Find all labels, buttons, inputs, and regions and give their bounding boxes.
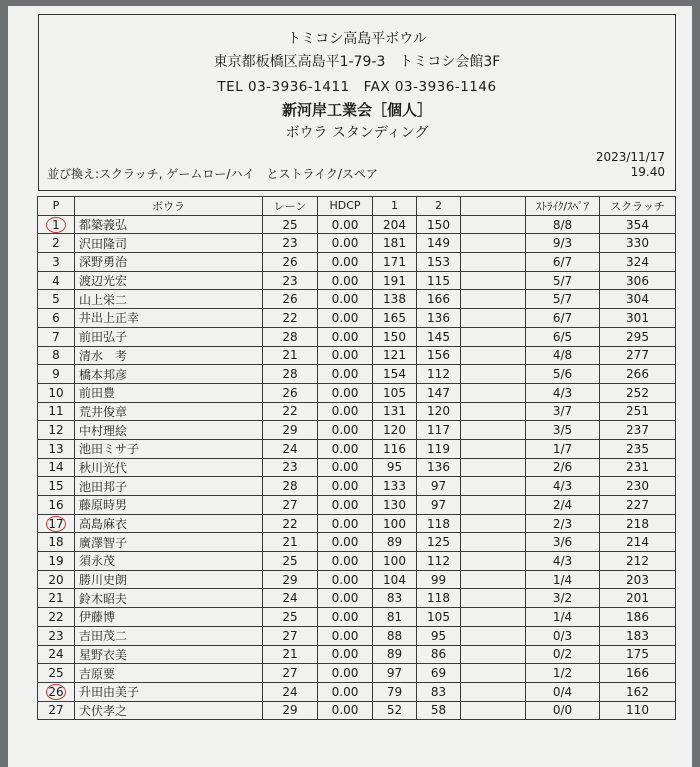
- standings-table: [37, 196, 676, 720]
- hdcp-cell: 0.00: [318, 514, 373, 533]
- position-cell: 6: [38, 309, 75, 328]
- position-cell: 27: [38, 701, 75, 720]
- venue-name: トミコシ高島平ボウル: [287, 31, 427, 47]
- circled-position-mark: 17: [48, 516, 64, 531]
- hdcp-cell: 0.00: [318, 234, 373, 253]
- hdcp-cell: 0.00: [318, 552, 373, 571]
- lane-cell: 26: [263, 383, 318, 402]
- hdcp-cell: 0.00: [318, 570, 373, 589]
- game1-cell: 165: [373, 309, 417, 328]
- game1-cell: 116: [373, 439, 417, 458]
- game2-cell: 136: [417, 458, 461, 477]
- table-row: [38, 327, 676, 346]
- position-cell: 5: [38, 290, 75, 309]
- position-cell: 7: [38, 327, 75, 346]
- table-row: [38, 682, 676, 701]
- game1-cell: 104: [373, 570, 417, 589]
- game1-cell: 83: [373, 589, 417, 608]
- game2-cell: 149: [417, 234, 461, 253]
- sort-note: 並び換え:スクラッチ, ゲームロー/ハイ とストライク/スペア: [47, 167, 378, 181]
- lane-cell: 22: [263, 309, 318, 328]
- lane-cell: 22: [263, 402, 318, 421]
- bowler-name-cell: 渡辺光宏: [75, 271, 263, 290]
- game2-cell: 97: [417, 496, 461, 515]
- scratch-cell: 295: [600, 327, 676, 346]
- bowler-name-cell: 星野衣美: [75, 645, 263, 664]
- scratch-cell: 354: [600, 215, 676, 234]
- table-row: [38, 570, 676, 589]
- game2-cell: 156: [417, 346, 461, 365]
- col-lane-header: レーン: [263, 197, 318, 216]
- position-cell: 24: [38, 645, 75, 664]
- hdcp-cell: 0.00: [318, 682, 373, 701]
- blank-cell: [461, 589, 526, 608]
- circled-position-mark: 26: [48, 684, 64, 699]
- strike-spare-cell: 3/5: [526, 421, 600, 440]
- position-cell: 25: [38, 664, 75, 683]
- lane-cell: 24: [263, 439, 318, 458]
- blank-cell: [461, 290, 526, 309]
- lane-cell: 28: [263, 365, 318, 384]
- game2-cell: 118: [417, 589, 461, 608]
- strike-spare-cell: 3/6: [526, 533, 600, 552]
- bowler-name-cell: 中村理絵: [75, 421, 263, 440]
- strike-spare-cell: 6/7: [526, 253, 600, 272]
- hdcp-cell: 0.00: [318, 439, 373, 458]
- scratch-cell: 301: [600, 309, 676, 328]
- position-cell: 20: [38, 570, 75, 589]
- position-cell: 18: [38, 533, 75, 552]
- scratch-cell: 235: [600, 439, 676, 458]
- bowler-name-cell: 秋川光代: [75, 458, 263, 477]
- bowler-name-cell: 須永茂: [75, 552, 263, 571]
- bowler-name-cell: 廣澤智子: [75, 533, 263, 552]
- scratch-cell: 306: [600, 271, 676, 290]
- blank-cell: [461, 309, 526, 328]
- strike-spare-cell: 9/3: [526, 234, 600, 253]
- bowler-name-cell: 鈴木昭夫: [75, 589, 263, 608]
- table-row: [38, 383, 676, 402]
- strike-spare-cell: 2/6: [526, 458, 600, 477]
- table-row: [38, 365, 676, 384]
- scratch-cell: 186: [600, 608, 676, 627]
- hdcp-cell: 0.00: [318, 271, 373, 290]
- position-cell: 21: [38, 589, 75, 608]
- game1-cell: 100: [373, 552, 417, 571]
- hdcp-cell: 0.00: [318, 402, 373, 421]
- table-row: [38, 402, 676, 421]
- strike-spare-cell: 3/7: [526, 402, 600, 421]
- bowler-name-cell: 前田豊: [75, 383, 263, 402]
- lane-cell: 21: [263, 533, 318, 552]
- position-cell: 19: [38, 552, 75, 571]
- game2-cell: 83: [417, 682, 461, 701]
- table-row: [38, 458, 676, 477]
- hdcp-cell: 0.00: [318, 608, 373, 627]
- blank-cell: [461, 402, 526, 421]
- position-cell: [38, 514, 75, 533]
- lane-cell: 27: [263, 496, 318, 515]
- blank-cell: [461, 477, 526, 496]
- scratch-cell: 252: [600, 383, 676, 402]
- lane-cell: 23: [263, 234, 318, 253]
- game2-cell: 99: [417, 570, 461, 589]
- game1-cell: 130: [373, 496, 417, 515]
- game1-cell: 89: [373, 533, 417, 552]
- position-cell: 11: [38, 402, 75, 421]
- table-header-row: [38, 197, 676, 216]
- table-row: [38, 664, 676, 683]
- lane-cell: 23: [263, 271, 318, 290]
- strike-spare-cell: 0/3: [526, 626, 600, 645]
- game1-cell: 89: [373, 645, 417, 664]
- hdcp-cell: 0.00: [318, 496, 373, 515]
- blank-cell: [461, 234, 526, 253]
- scratch-cell: 212: [600, 552, 676, 571]
- strike-spare-cell: 5/6: [526, 365, 600, 384]
- game1-cell: 52: [373, 701, 417, 720]
- scratch-cell: 218: [600, 514, 676, 533]
- game2-cell: 153: [417, 253, 461, 272]
- table-row: [38, 309, 676, 328]
- bowler-name-cell: 伊藤博: [75, 608, 263, 627]
- blank-cell: [461, 346, 526, 365]
- game1-cell: 81: [373, 608, 417, 627]
- strike-spare-cell: 5/7: [526, 271, 600, 290]
- position-cell: 23: [38, 626, 75, 645]
- game1-cell: 154: [373, 365, 417, 384]
- blank-cell: [461, 664, 526, 683]
- scratch-cell: 304: [600, 290, 676, 309]
- bowler-name-cell: 池田ミサ子: [75, 439, 263, 458]
- strike-spare-cell: 1/4: [526, 608, 600, 627]
- bowler-name-cell: 吉田茂二: [75, 626, 263, 645]
- bowler-name-cell: 荒井俊章: [75, 402, 263, 421]
- strike-spare-cell: 0/0: [526, 701, 600, 720]
- report-title: ボウラ スタンディング: [285, 125, 429, 141]
- blank-cell: [461, 533, 526, 552]
- hdcp-cell: 0.00: [318, 327, 373, 346]
- hdcp-cell: 0.00: [318, 383, 373, 402]
- blank-cell: [461, 701, 526, 720]
- col-hdcp-header: HDCP: [318, 197, 373, 216]
- game2-cell: 105: [417, 608, 461, 627]
- table-row: [38, 253, 676, 272]
- game2-cell: 95: [417, 626, 461, 645]
- lane-cell: 25: [263, 552, 318, 571]
- lane-cell: 29: [263, 421, 318, 440]
- lane-cell: 27: [263, 626, 318, 645]
- scratch-cell: 230: [600, 477, 676, 496]
- hdcp-cell: 0.00: [318, 664, 373, 683]
- blank-cell: [461, 608, 526, 627]
- bowler-name-cell: 高島麻衣: [75, 514, 263, 533]
- hdcp-cell: 0.00: [318, 309, 373, 328]
- blank-cell: [461, 552, 526, 571]
- lane-cell: 28: [263, 477, 318, 496]
- bowler-name-cell: 深野勇治: [75, 253, 263, 272]
- blank-cell: [461, 645, 526, 664]
- position-cell: [38, 682, 75, 701]
- col-game2-header: 2: [417, 197, 461, 216]
- blank-cell: [461, 271, 526, 290]
- game2-cell: 145: [417, 327, 461, 346]
- game1-cell: 121: [373, 346, 417, 365]
- scratch-cell: 183: [600, 626, 676, 645]
- lane-cell: 24: [263, 682, 318, 701]
- blank-cell: [461, 365, 526, 384]
- game2-cell: 150: [417, 215, 461, 234]
- table-row: [38, 290, 676, 309]
- blank-cell: [461, 496, 526, 515]
- table-row: [38, 421, 676, 440]
- scratch-cell: 227: [600, 496, 676, 515]
- bowler-name-cell: 橋本邦彦: [75, 365, 263, 384]
- lane-cell: 25: [263, 608, 318, 627]
- venue-phone: TEL 03-3936-1411 FAX 03-3936-1146: [217, 79, 497, 95]
- game1-cell: 95: [373, 458, 417, 477]
- hdcp-cell: 0.00: [318, 645, 373, 664]
- event-title: 新河岸工業会［個人］: [281, 101, 432, 119]
- bowler-name-cell: 前田弘子: [75, 327, 263, 346]
- scratch-cell: 324: [600, 253, 676, 272]
- game1-cell: 133: [373, 477, 417, 496]
- lane-cell: 27: [263, 664, 318, 683]
- table-row: [38, 533, 676, 552]
- strike-spare-cell: 3/2: [526, 589, 600, 608]
- hdcp-cell: 0.00: [318, 215, 373, 234]
- strike-spare-cell: 6/5: [526, 327, 600, 346]
- table-row: [38, 215, 676, 234]
- scratch-cell: 162: [600, 682, 676, 701]
- strike-spare-cell: 0/4: [526, 682, 600, 701]
- report-time: 19.40: [630, 165, 665, 179]
- venue-address: 東京都板橋区高島平1-79-3 トミコシ会館3F: [213, 54, 501, 70]
- blank-cell: [461, 626, 526, 645]
- scratch-cell: 214: [600, 533, 676, 552]
- strike-spare-cell: 5/7: [526, 290, 600, 309]
- strike-spare-cell: 8/8: [526, 215, 600, 234]
- lane-cell: 23: [263, 458, 318, 477]
- game2-cell: 58: [417, 701, 461, 720]
- game2-cell: 118: [417, 514, 461, 533]
- scratch-cell: 166: [600, 664, 676, 683]
- scratch-cell: 201: [600, 589, 676, 608]
- blank-cell: [461, 421, 526, 440]
- blank-cell: [461, 514, 526, 533]
- table-row: [38, 346, 676, 365]
- game1-cell: 191: [373, 271, 417, 290]
- lane-cell: 22: [263, 514, 318, 533]
- scratch-cell: 251: [600, 402, 676, 421]
- report-date: 2023/11/17: [595, 150, 665, 164]
- strike-spare-cell: 0/2: [526, 645, 600, 664]
- bowler-name-cell: 都築義弘: [75, 215, 263, 234]
- strike-spare-cell: 4/3: [526, 383, 600, 402]
- position-cell: 8: [38, 346, 75, 365]
- table-row: [38, 514, 676, 533]
- table-row: [38, 552, 676, 571]
- game1-cell: 171: [373, 253, 417, 272]
- position-cell: 9: [38, 365, 75, 384]
- game2-cell: 136: [417, 309, 461, 328]
- table-row: [38, 589, 676, 608]
- table-row: [38, 477, 676, 496]
- score-sheet: [8, 6, 692, 767]
- bowler-name-cell: 山上栄二: [75, 290, 263, 309]
- lane-cell: 29: [263, 570, 318, 589]
- game1-cell: 120: [373, 421, 417, 440]
- strike-spare-cell: 1/2: [526, 664, 600, 683]
- circled-position-mark: 1: [52, 217, 60, 232]
- hdcp-cell: 0.00: [318, 477, 373, 496]
- bowler-name-cell: 升田由美子: [75, 682, 263, 701]
- game2-cell: 120: [417, 402, 461, 421]
- blank-cell: [461, 215, 526, 234]
- blank-cell: [461, 682, 526, 701]
- col-bowler-header: ボウラ: [75, 197, 263, 216]
- position-cell: 13: [38, 439, 75, 458]
- col-blank-header: [461, 197, 526, 216]
- hdcp-cell: 0.00: [318, 458, 373, 477]
- scratch-cell: 231: [600, 458, 676, 477]
- blank-cell: [461, 458, 526, 477]
- lane-cell: 26: [263, 253, 318, 272]
- scratch-cell: 110: [600, 701, 676, 720]
- table-row: [38, 626, 676, 645]
- game2-cell: 119: [417, 439, 461, 458]
- table-row: [38, 496, 676, 515]
- bowler-name-cell: 吉原要: [75, 664, 263, 683]
- position-cell: 22: [38, 608, 75, 627]
- game1-cell: 79: [373, 682, 417, 701]
- game2-cell: 86: [417, 645, 461, 664]
- blank-cell: [461, 327, 526, 346]
- col-game1-header: 1: [373, 197, 417, 216]
- report-header: [38, 14, 676, 191]
- bowler-name-cell: 清水 考: [75, 346, 263, 365]
- blank-cell: [461, 570, 526, 589]
- table-row: [38, 271, 676, 290]
- hdcp-cell: 0.00: [318, 421, 373, 440]
- game2-cell: 112: [417, 552, 461, 571]
- hdcp-cell: 0.00: [318, 290, 373, 309]
- hdcp-cell: 0.00: [318, 346, 373, 365]
- hdcp-cell: 0.00: [318, 589, 373, 608]
- hdcp-cell: 0.00: [318, 533, 373, 552]
- game1-cell: 138: [373, 290, 417, 309]
- game1-cell: 88: [373, 626, 417, 645]
- lane-cell: 24: [263, 589, 318, 608]
- position-cell: 14: [38, 458, 75, 477]
- col-scratch-header: スクラッチ: [600, 197, 676, 216]
- col-position-header: P: [38, 197, 75, 216]
- strike-spare-cell: 4/8: [526, 346, 600, 365]
- bowler-name-cell: 藤原時男: [75, 496, 263, 515]
- game1-cell: 97: [373, 664, 417, 683]
- bowler-name-cell: 井出上正幸: [75, 309, 263, 328]
- position-cell: 15: [38, 477, 75, 496]
- lane-cell: 21: [263, 645, 318, 664]
- game2-cell: 147: [417, 383, 461, 402]
- blank-cell: [461, 253, 526, 272]
- position-cell: 16: [38, 496, 75, 515]
- scratch-cell: 237: [600, 421, 676, 440]
- bowler-name-cell: 沢田隆司: [75, 234, 263, 253]
- position-cell: [38, 215, 75, 234]
- blank-cell: [461, 383, 526, 402]
- bowler-name-cell: 勝川史朗: [75, 570, 263, 589]
- strike-spare-cell: 4/3: [526, 477, 600, 496]
- strike-spare-cell: 4/3: [526, 552, 600, 571]
- strike-spare-cell: 6/7: [526, 309, 600, 328]
- lane-cell: 21: [263, 346, 318, 365]
- strike-spare-cell: 1/7: [526, 439, 600, 458]
- game2-cell: 112: [417, 365, 461, 384]
- game1-cell: 204: [373, 215, 417, 234]
- game1-cell: 131: [373, 402, 417, 421]
- scratch-cell: 203: [600, 570, 676, 589]
- game1-cell: 100: [373, 514, 417, 533]
- hdcp-cell: 0.00: [318, 253, 373, 272]
- game2-cell: 117: [417, 421, 461, 440]
- strike-spare-cell: 1/4: [526, 570, 600, 589]
- strike-spare-cell: 2/3: [526, 514, 600, 533]
- game1-cell: 181: [373, 234, 417, 253]
- strike-spare-cell: 2/4: [526, 496, 600, 515]
- game1-cell: 150: [373, 327, 417, 346]
- hdcp-cell: 0.00: [318, 626, 373, 645]
- table-row: [38, 439, 676, 458]
- table-row: [38, 701, 676, 720]
- bowler-name-cell: 犬伏孝之: [75, 701, 263, 720]
- lane-cell: 25: [263, 215, 318, 234]
- lane-cell: 28: [263, 327, 318, 346]
- table-row: [38, 608, 676, 627]
- hdcp-cell: 0.00: [318, 701, 373, 720]
- bowler-name-cell: 池田邦子: [75, 477, 263, 496]
- position-cell: 10: [38, 383, 75, 402]
- position-cell: 4: [38, 271, 75, 290]
- scratch-cell: 266: [600, 365, 676, 384]
- hdcp-cell: 0.00: [318, 365, 373, 384]
- game2-cell: 166: [417, 290, 461, 309]
- game1-cell: 105: [373, 383, 417, 402]
- game2-cell: 115: [417, 271, 461, 290]
- position-cell: 12: [38, 421, 75, 440]
- lane-cell: 26: [263, 290, 318, 309]
- col-strike-spare-header: ｽﾄﾗｲｸ/ｽﾍﾟｱ: [526, 197, 600, 216]
- lane-cell: 29: [263, 701, 318, 720]
- blank-cell: [461, 439, 526, 458]
- scratch-cell: 277: [600, 346, 676, 365]
- position-cell: 3: [38, 253, 75, 272]
- game2-cell: 125: [417, 533, 461, 552]
- scratch-cell: 175: [600, 645, 676, 664]
- scratch-cell: 330: [600, 234, 676, 253]
- game2-cell: 97: [417, 477, 461, 496]
- table-row: [38, 645, 676, 664]
- table-row: [38, 234, 676, 253]
- table-body: [38, 215, 676, 720]
- game2-cell: 69: [417, 664, 461, 683]
- position-cell: 2: [38, 234, 75, 253]
